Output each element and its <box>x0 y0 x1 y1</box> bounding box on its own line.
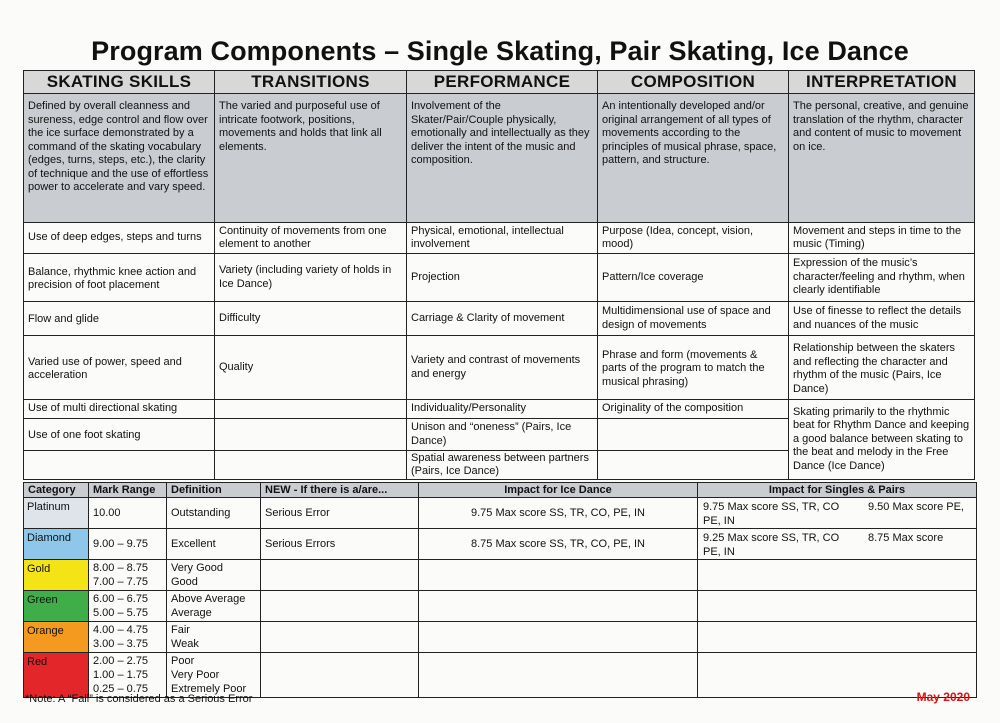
criterion-cell: Carriage & Clarity of movement <box>407 302 598 336</box>
mark-definition: Very Poor <box>171 669 220 681</box>
criterion-cell: Unison and “oneness” (Pairs, Ice Dance) <box>407 419 598 451</box>
category-diamond: Diamond <box>24 529 89 560</box>
definition-cell <box>167 622 261 653</box>
mark-definition: Average <box>171 607 212 619</box>
criterion-cell: Varied use of power, speed and acceleration <box>24 336 215 400</box>
header-skating-skills: SKATING SKILLS <box>24 71 215 94</box>
mark-row-gold <box>24 560 977 591</box>
definition-transitions: The varied and purposeful use of intricate footwork, positions, movements and holds that link all elements. <box>215 94 407 223</box>
footnote: *Note: A “Fall” is considered as a Serious Error <box>25 693 253 705</box>
mark-range: 9.00 – 9.75 <box>93 538 149 550</box>
header-transitions: TRANSITIONS <box>215 71 407 94</box>
criteria-row <box>24 336 975 400</box>
components-table <box>23 70 975 480</box>
mark-definition: Outstanding <box>171 507 231 519</box>
mark-range: 2.00 – 2.75 <box>93 655 149 667</box>
mark-range: 8.00 – 8.75 <box>93 562 149 574</box>
criterion-cell: Phrase and form (movements & parts of the program to match the musical phrasing) <box>598 336 789 400</box>
criterion-cell: Expression of the music’s character/feeling and rhythm, when clearly identifiable <box>789 254 975 302</box>
definition-cell <box>167 591 261 622</box>
criterion-cell: Spatial awareness between partners (Pairs, Ice Dance) <box>407 451 598 480</box>
definition-interpretation: The personal, creative, and genuine translation of the rhythm, character and content of music to movement on ice. <box>789 94 975 223</box>
impact-singles-pairs-cell <box>698 498 977 529</box>
mark-range-cell <box>89 622 167 653</box>
criterion-cell: Use of finesse to reflect the details and nuances of the music <box>789 302 975 336</box>
category-gold: Gold <box>24 560 89 591</box>
criterion-cell: Projection <box>407 254 598 302</box>
mark-range: 4.00 – 4.75 <box>93 624 149 636</box>
definition-cell <box>167 560 261 591</box>
header-composition: COMPOSITION <box>598 71 789 94</box>
impact-singles-pairs-cell <box>698 560 977 591</box>
criterion-cell <box>24 451 215 480</box>
impact-ice-dance-cell: 9.75 Max score SS, TR, CO, PE, IN <box>419 498 698 529</box>
mark-range-cell <box>89 560 167 591</box>
criterion-cell: Skating primarily to the rhythmic beat for Rhythm Dance and keeping a good balance between skating to the beat and melody in the Free Dance (Ice Dance) <box>789 400 975 480</box>
criterion-cell: Balance, rhythmic knee action and precision of foot placement <box>24 254 215 302</box>
criteria-row <box>24 302 975 336</box>
mark-range-cell <box>89 529 167 560</box>
criterion-cell: Physical, emotional, intellectual involvement <box>407 223 598 254</box>
mark-range-cell <box>89 653 167 698</box>
mark-header-row <box>24 483 977 498</box>
criteria-row <box>24 223 975 254</box>
new-cell <box>261 591 419 622</box>
mark-row-diamond <box>24 529 977 560</box>
header-performance: PERFORMANCE <box>407 71 598 94</box>
criterion-cell <box>215 419 407 451</box>
mark-definition: Good <box>171 576 198 588</box>
criterion-cell <box>598 451 789 480</box>
mark-definition: Excellent <box>171 538 216 550</box>
criterion-cell: Flow and glide <box>24 302 215 336</box>
mark-definition: Weak <box>171 638 199 650</box>
mark-range-cell <box>89 498 167 529</box>
definition-skating-skills: Defined by overall cleanness and sureness, edge control and flow over the ice surface demonstrated by a command of the skating vocabulary (edges, turns, steps, etc.), the clarity of technique and the use of effortless power to accelerate and vary speed. <box>24 94 215 223</box>
definition-header: Definition <box>167 483 261 498</box>
criterion-cell: Use of multi directional skating <box>24 400 215 419</box>
criterion-cell: Variety and contrast of movements and energy <box>407 336 598 400</box>
mark-row-green <box>24 591 977 622</box>
mark-range-cell <box>89 591 167 622</box>
impact-singles-pairs-cell <box>698 622 977 653</box>
definition-performance: Involvement of the Skater/Pair/Couple physically, emotionally and intellectually as they deliver the intent of the music and composition. <box>407 94 598 223</box>
header-interpretation: INTERPRETATION <box>789 71 975 94</box>
new-cell <box>261 560 419 591</box>
mark-definition: Very Good <box>171 562 223 574</box>
mark-definition: Fair <box>171 624 190 636</box>
impact-ice-dance-cell <box>419 591 698 622</box>
impact-pairs-text: 9.50 Max score PE, <box>868 501 964 513</box>
criterion-cell <box>215 451 407 480</box>
definition-row <box>24 94 975 223</box>
impact-singles-pairs-cell <box>698 591 977 622</box>
impact-ice-dance-header: Impact for Ice Dance <box>419 483 698 498</box>
criterion-cell: Use of deep edges, steps and turns <box>24 223 215 254</box>
criterion-cell: Relationship between the skaters and reflecting the character and rhythm of the music (Pairs, Ice Dance) <box>789 336 975 400</box>
category-orange: Orange <box>24 622 89 653</box>
definition-composition: An intentionally developed and/or original arrangement of all types of movements according to the principles of musical phrase, space, pattern, and structure. <box>598 94 789 223</box>
criteria-row <box>24 400 975 419</box>
mark-row-orange <box>24 622 977 653</box>
mark-range: 0.25 – 0.75 <box>93 683 149 695</box>
criterion-cell: Variety (including variety of holds in Ice Dance) <box>215 254 407 302</box>
criterion-cell: Originality of the composition <box>598 400 789 419</box>
mark-range: 6.00 – 6.75 <box>93 593 149 605</box>
mark-definition: Above Average <box>171 593 246 605</box>
mark-range-header: Mark Range <box>89 483 167 498</box>
definition-cell <box>167 653 261 698</box>
impact-ice-dance-cell <box>419 622 698 653</box>
mark-range: 5.00 – 5.75 <box>93 607 149 619</box>
criterion-cell: Difficulty <box>215 302 407 336</box>
revision-date: May 2020 <box>916 690 970 704</box>
impact-singles-text: 9.25 Max score SS, TR, CO PE, IN <box>703 532 840 558</box>
impact-singles-pairs-cell <box>698 529 977 560</box>
definition-cell <box>167 529 261 560</box>
mark-definition: Extremely Poor <box>171 683 247 695</box>
criterion-cell: Quality <box>215 336 407 400</box>
mark-range: 7.00 – 7.75 <box>93 576 149 588</box>
new-cell: Serious Error <box>261 498 419 529</box>
impact-ice-dance-cell: 8.75 Max score SS, TR, CO, PE, IN <box>419 529 698 560</box>
criterion-cell: Use of one foot skating <box>24 419 215 451</box>
mark-definition: Poor <box>171 655 195 667</box>
category-red: Red <box>24 653 89 698</box>
mark-range-table <box>23 482 977 698</box>
page-title: Program Components – Single Skating, Pair Skating, Ice Dance <box>91 36 909 66</box>
criterion-cell: Multidimensional use of space and design of movements <box>598 302 789 336</box>
criterion-cell: Individuality/Personality <box>407 400 598 419</box>
category-platinum: Platinum <box>24 498 89 529</box>
impact-ice-dance-cell <box>419 560 698 591</box>
impact-pairs-text: 8.75 Max score <box>868 532 944 544</box>
mark-range: 1.00 – 1.75 <box>93 669 149 681</box>
mark-row-red <box>24 653 977 698</box>
impact-ice-dance-cell <box>419 653 698 698</box>
new-header: NEW - If there is a/are... <box>261 483 419 498</box>
impact-singles-pairs-header: Impact for Singles & Pairs <box>698 483 977 498</box>
new-cell <box>261 653 419 698</box>
criterion-cell: Purpose (Idea, concept, vision, mood) <box>598 223 789 254</box>
new-cell <box>261 622 419 653</box>
criterion-cell: Continuity of movements from one element to another <box>215 223 407 254</box>
criterion-cell <box>215 400 407 419</box>
category-green: Green <box>24 591 89 622</box>
mark-range: 3.00 – 3.75 <box>93 638 149 650</box>
category-header: Category <box>24 483 89 498</box>
mark-row-platinum <box>24 498 977 529</box>
criteria-row <box>24 254 975 302</box>
impact-singles-text: 9.75 Max score SS, TR, CO PE, IN <box>703 501 840 527</box>
criterion-cell: Movement and steps in time to the music (Timing) <box>789 223 975 254</box>
criterion-cell: Pattern/Ice coverage <box>598 254 789 302</box>
header-row <box>24 71 975 94</box>
new-cell: Serious Errors <box>261 529 419 560</box>
criterion-cell <box>598 419 789 451</box>
mark-range: 10.00 <box>93 507 121 519</box>
definition-cell <box>167 498 261 529</box>
